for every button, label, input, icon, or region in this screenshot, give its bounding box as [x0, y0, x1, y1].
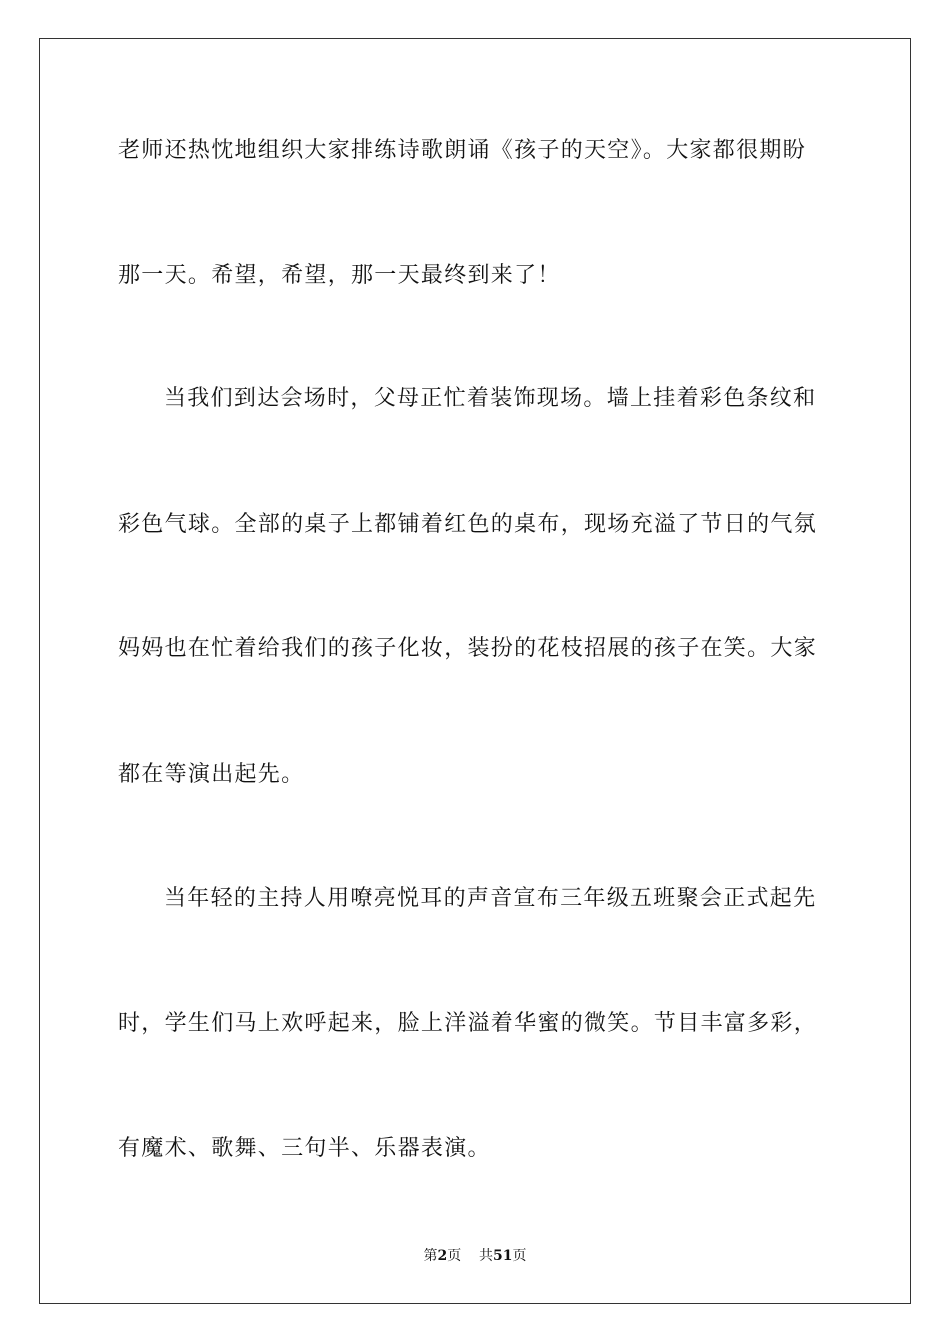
paragraph-line: 当我们到达会场时，父母正忙着装饰现场。墙上挂着彩色条纹和	[164, 386, 817, 411]
paragraph-line: 当年轻的主持人用嘹亮悦耳的声音宣布三年级五班聚会正式起先	[164, 886, 817, 911]
footer-page-prefix: 第	[423, 1248, 438, 1264]
footer-total-suffix: 页	[512, 1248, 527, 1264]
paragraph-line: 老师还热忱地组织大家排练诗歌朗诵《孩子的天空》。大家都很期盼	[118, 138, 807, 163]
paragraph-line: 都在等演出起先。	[118, 762, 305, 787]
paragraph-line: 妈妈也在忙着给我们的孩子化妆，装扮的花枝招展的孩子在笑。大家	[118, 636, 818, 661]
page-border	[39, 38, 911, 1304]
page-footer	[0, 1246, 950, 1266]
paragraph-line: 那一天。希望，希望，那一天最终到来了！	[118, 263, 561, 288]
paragraph-line: 时，学生们马上欢呼起来，脸上洋溢着华蜜的微笑。节目丰富多彩，	[118, 1011, 818, 1036]
footer-page-suffix: 页	[447, 1248, 462, 1264]
footer-total-pages: 51	[493, 1248, 513, 1264]
paragraph-line: 有魔术、歌舞、三句半、乐器表演。	[118, 1136, 491, 1161]
footer-total-prefix: 共	[479, 1248, 494, 1264]
footer-page-number: 2	[437, 1248, 448, 1264]
paragraph-line: 彩色气球。全部的桌子上都铺着红色的桌布，现场充溢了节日的气氛	[118, 512, 818, 537]
